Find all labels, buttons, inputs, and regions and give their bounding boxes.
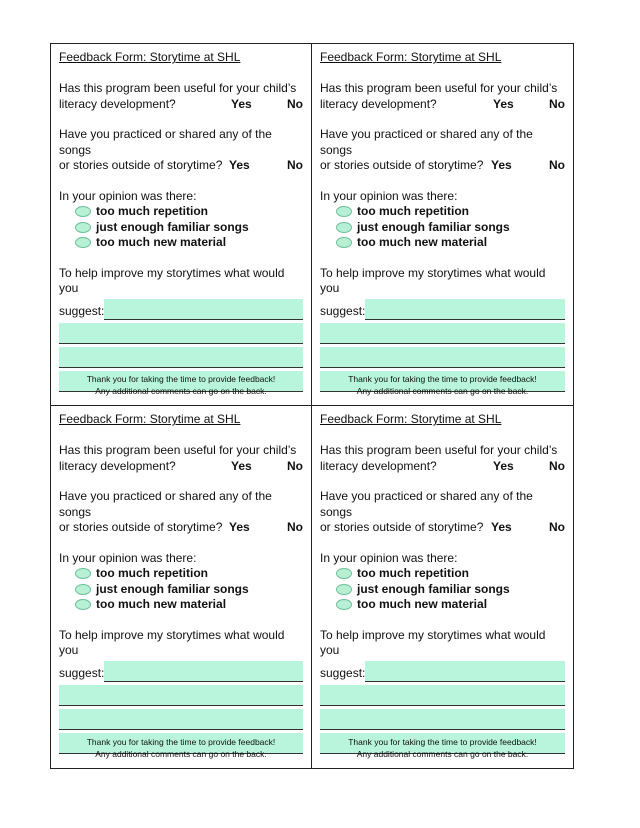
option-label: just enough familiar songs — [357, 219, 510, 234]
question-text: or stories outside of storytime? — [59, 520, 223, 534]
card-title: Feedback Form: Storytime at SHL — [320, 50, 502, 64]
suggestion-first-row — [59, 659, 303, 682]
yes-no-choice — [229, 520, 303, 536]
feedback-sheet — [50, 43, 574, 769]
yes-option[interactable]: Yes — [231, 96, 252, 111]
option-label: just enough familiar songs — [96, 219, 249, 234]
suggestion-first-row — [320, 297, 565, 320]
opinion-label: In your opinion was there: — [59, 188, 197, 203]
question-text: or stories outside of storytime? — [320, 158, 484, 172]
suggestion-prompt: To help improve my storytimes what would you — [59, 265, 285, 295]
feedback-card — [51, 44, 312, 406]
no-option[interactable]: No — [287, 158, 303, 172]
opinion-section — [320, 189, 565, 251]
yes-no-choice — [493, 97, 565, 113]
question-useful — [59, 443, 303, 474]
question-useful — [59, 81, 303, 112]
question-text: literacy development? — [320, 458, 437, 473]
no-option[interactable]: No — [549, 520, 565, 534]
thanks-line: Any additional comments can go on the back. — [95, 749, 267, 759]
option-row[interactable] — [75, 204, 303, 220]
yes-option[interactable]: Yes — [491, 158, 512, 172]
question-text: literacy development? — [59, 458, 176, 473]
option-row[interactable] — [75, 220, 303, 236]
thanks-note — [51, 736, 311, 760]
suggestion-field[interactable] — [59, 323, 303, 344]
card-title: Feedback Form: Storytime at SHL — [59, 412, 241, 426]
suggestion-prompt: To help improve my storytimes what would you — [59, 627, 285, 657]
thanks-note — [312, 373, 573, 397]
radio-bubble[interactable] — [75, 237, 91, 248]
yes-option[interactable]: Yes — [229, 520, 250, 534]
option-row[interactable] — [75, 566, 303, 582]
radio-bubble[interactable] — [75, 568, 91, 579]
no-option[interactable]: No — [549, 158, 565, 172]
radio-bubble[interactable] — [336, 568, 352, 579]
yes-option[interactable]: Yes — [493, 458, 514, 473]
option-label: too much repetition — [96, 566, 208, 580]
yes-option[interactable]: Yes — [491, 520, 512, 534]
question-practiced — [320, 127, 565, 174]
card-title: Feedback Form: Storytime at SHL — [320, 412, 502, 426]
opinion-section — [59, 551, 303, 613]
question-text: Have you practiced or shared any of the songs — [320, 127, 533, 157]
option-label: too much new material — [96, 597, 227, 611]
suggestion-field[interactable] — [59, 685, 303, 706]
question-useful — [320, 443, 565, 474]
suggestion-field[interactable] — [365, 661, 565, 682]
no-option[interactable]: No — [287, 520, 303, 534]
option-row[interactable] — [75, 235, 303, 251]
yes-no-choice — [491, 158, 565, 174]
thanks-line: Thank you for taking the time to provide feedback! — [86, 374, 276, 384]
option-row[interactable] — [336, 566, 565, 582]
opinion-section — [320, 551, 565, 613]
option-row[interactable] — [336, 597, 565, 613]
yes-no-choice — [493, 459, 565, 475]
option-label: too much new material — [357, 597, 488, 611]
option-row[interactable] — [336, 220, 565, 236]
option-row[interactable] — [75, 582, 303, 598]
question-text: literacy development? — [59, 96, 176, 111]
radio-bubble[interactable] — [336, 584, 352, 595]
option-label: just enough familiar songs — [96, 581, 249, 596]
option-row[interactable] — [75, 597, 303, 613]
suggestion-first-row — [59, 297, 303, 320]
option-label: too much new material — [96, 235, 227, 249]
question-text: Has this program been useful for your child’s — [59, 443, 297, 457]
opinion-label: In your opinion was there: — [320, 188, 458, 203]
thanks-line: Any additional comments can go on the back. — [356, 386, 529, 396]
suggest-label: suggest: — [59, 304, 105, 318]
question-practiced — [59, 127, 303, 174]
suggestion-field[interactable] — [320, 347, 565, 368]
suggestion-field[interactable] — [320, 323, 565, 344]
yes-no-choice — [231, 97, 303, 113]
question-text: or stories outside of storytime? — [320, 520, 484, 534]
suggestion-prompt: To help improve my storytimes what would you — [320, 627, 546, 657]
option-label: too much new material — [357, 235, 488, 249]
thanks-line: Any additional comments can go on the back. — [356, 749, 529, 759]
yes-option[interactable]: Yes — [231, 458, 252, 473]
no-option[interactable]: No — [287, 96, 303, 111]
option-label: just enough familiar songs — [357, 581, 510, 596]
thanks-line: Thank you for taking the time to provide feedback! — [348, 737, 537, 747]
question-text: Have you practiced or shared any of the songs — [320, 489, 533, 519]
suggestion-section — [59, 628, 303, 754]
radio-bubble[interactable] — [75, 599, 91, 610]
question-text: Has this program been useful for your child’s — [59, 81, 297, 95]
question-text: literacy development? — [320, 96, 437, 111]
yes-no-choice — [491, 520, 565, 536]
question-practiced — [320, 489, 565, 536]
yes-option[interactable]: Yes — [493, 96, 514, 111]
option-label: too much repetition — [96, 204, 208, 218]
feedback-card — [51, 406, 312, 768]
no-option[interactable]: No — [549, 96, 565, 111]
thanks-line: Thank you for taking the time to provide feedback! — [86, 737, 276, 747]
option-row[interactable] — [336, 582, 565, 598]
question-text: Have you practiced or shared any of the songs — [59, 489, 272, 519]
suggestion-field[interactable] — [104, 661, 303, 682]
question-text: or stories outside of storytime? — [59, 158, 223, 172]
option-row[interactable] — [336, 235, 565, 251]
feedback-card — [312, 406, 573, 768]
no-option[interactable]: No — [287, 458, 303, 473]
radio-bubble[interactable] — [336, 599, 352, 610]
opinion-label: In your opinion was there: — [320, 550, 458, 565]
suggestion-field[interactable] — [320, 685, 565, 706]
question-useful — [320, 81, 565, 112]
option-label: too much repetition — [357, 566, 469, 580]
card-title: Feedback Form: Storytime at SHL — [59, 50, 241, 64]
suggestion-field[interactable] — [59, 347, 303, 368]
thanks-note — [312, 736, 573, 760]
suggestion-field[interactable] — [365, 299, 565, 320]
suggest-label: suggest: — [59, 666, 105, 680]
suggest-label: suggest: — [320, 304, 366, 318]
radio-bubble[interactable] — [336, 237, 352, 248]
yes-no-choice — [231, 459, 303, 475]
question-text: Have you practiced or shared any of the songs — [59, 127, 272, 157]
suggestion-field[interactable] — [320, 709, 565, 730]
radio-bubble[interactable] — [336, 206, 352, 217]
radio-bubble[interactable] — [75, 222, 91, 233]
no-option[interactable]: No — [549, 458, 565, 473]
opinion-label: In your opinion was there: — [59, 550, 197, 565]
question-text: Has this program been useful for your child’s — [320, 443, 558, 457]
question-text: Has this program been useful for your child’s — [320, 81, 558, 95]
option-label: too much repetition — [357, 204, 469, 218]
suggestion-prompt: To help improve my storytimes what would you — [320, 265, 546, 295]
radio-bubble[interactable] — [75, 584, 91, 595]
yes-no-choice — [229, 158, 303, 174]
thanks-note — [51, 373, 311, 397]
suggestion-field[interactable] — [104, 299, 303, 320]
feedback-card — [312, 44, 573, 406]
question-practiced — [59, 489, 303, 536]
yes-option[interactable]: Yes — [229, 158, 250, 172]
suggestion-section — [320, 628, 565, 754]
suggest-label: suggest: — [320, 666, 366, 680]
radio-bubble[interactable] — [336, 222, 352, 233]
opinion-section — [59, 189, 303, 251]
thanks-line: Thank you for taking the time to provide feedback! — [348, 374, 537, 384]
option-row[interactable] — [336, 204, 565, 220]
suggestion-first-row — [320, 659, 565, 682]
suggestion-field[interactable] — [59, 709, 303, 730]
thanks-line: Any additional comments can go on the back. — [95, 386, 267, 396]
radio-bubble[interactable] — [75, 206, 91, 217]
